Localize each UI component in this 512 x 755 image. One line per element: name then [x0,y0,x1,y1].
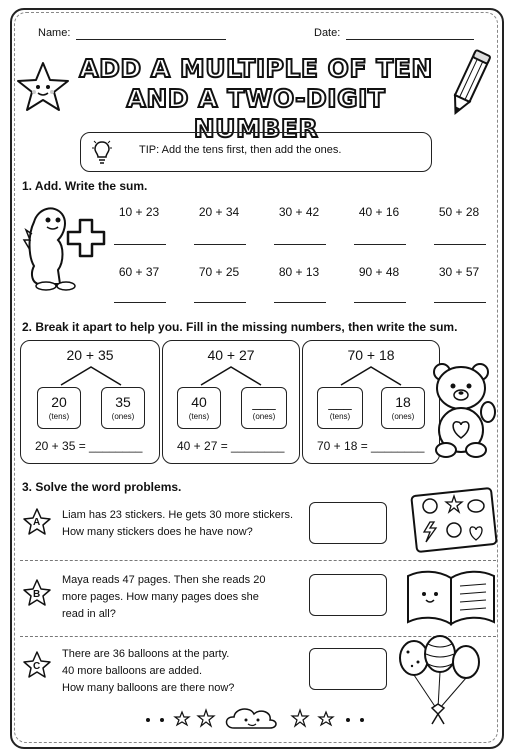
open-book-icon [402,566,500,632]
card-3-branches [331,365,411,387]
answer-box-a[interactable] [309,502,387,544]
pencil-icon [446,48,492,120]
lightbulb-icon [91,139,113,165]
date-label: Date: [314,27,341,39]
problem-7: 70 + 25 [198,265,240,279]
problem-c-letter: C [33,661,41,672]
section-3-heading: 3. Solve the word problems. [22,480,182,494]
word-problem-b: Maya reads 47 pages. Then she reads 20 more pages. How many pages does she read in all? [62,574,266,620]
title-line-2: AND A TWO-DIGIT NUMBER [126,84,386,143]
answer-line-5[interactable] [434,243,486,245]
divider-a-b [20,560,496,561]
problem-b-letter: B [33,589,41,600]
card-2-branches [191,365,271,387]
answer-box-c[interactable] [309,648,387,690]
card-3-ones-box[interactable]: 18 (ones) [381,387,425,429]
break-apart-card-3 [302,340,440,464]
section-2-heading: 2. Break it apart to help you. Fill in the missing numbers, then write the sum. [22,320,458,334]
card-2-equation[interactable]: 40 + 27 = ________ [177,439,285,453]
problem-4: 40 + 16 [358,205,400,219]
break-apart-card-2 [162,340,300,464]
problem-10: 30 + 57 [438,265,480,279]
word-problem-c: There are 36 balloons at the party. 40 more balloons are added. How many balloons are there now? [62,648,235,694]
answer-line-2[interactable] [194,243,246,245]
tip-text: TIP: Add the tens first, then add the ones. [139,144,342,156]
problem-1: 10 + 23 [118,205,160,219]
card-1-tens-box[interactable]: 20 (tens) [37,387,81,429]
section-1-heading: 1. Add. Write the sum. [22,179,148,193]
teddy-bear-icon [428,360,500,458]
answer-line-6[interactable] [114,301,166,303]
dinosaur-icon [18,194,108,294]
name-field[interactable] [76,27,226,40]
title-line-1: ADD A MULTIPLE OF TEN [79,54,433,83]
name-label: Name: [38,27,71,39]
card-2-tens-box[interactable]: 40 (tens) [177,387,221,429]
card-1-problem: 20 + 35 [66,347,114,363]
answer-line-10[interactable] [434,301,486,303]
answer-line-8[interactable] [274,301,326,303]
card-2-problem: 40 + 27 [207,347,255,363]
problem-6: 60 + 37 [118,265,160,279]
answer-box-b[interactable] [309,574,387,616]
break-apart-card-1 [20,340,160,464]
problem-9: 90 + 48 [358,265,400,279]
tip-box [80,132,432,172]
card-1-equation[interactable]: 20 + 35 = ________ [35,439,143,453]
answer-line-3[interactable] [274,243,326,245]
cloud-and-stars-icon [140,702,372,732]
problem-5: 50 + 28 [438,205,480,219]
card-1-ones-box[interactable]: 35 (ones) [101,387,145,429]
answer-line-9[interactable] [354,301,406,303]
worksheet-title [60,54,452,144]
problem-a-letter: A [33,517,41,528]
word-problem-a: Liam has 23 stickers. He gets 30 more stickers. How many stickers does he have now? [62,509,294,538]
answer-line-7[interactable] [194,301,246,303]
footer-decoration [140,702,372,732]
card-2-ones-box[interactable]: ___ (ones) [241,387,287,429]
date-field[interactable] [346,27,474,40]
sticker-sheet-icon [408,486,500,554]
answer-line-1[interactable] [114,243,166,245]
problem-8: 80 + 13 [278,265,320,279]
card-1-branches [51,365,131,387]
answer-line-4[interactable] [354,243,406,245]
problem-2: 20 + 34 [198,205,240,219]
card-3-tens-box[interactable]: ___ (tens) [317,387,363,429]
balloons-icon [392,634,492,726]
card-3-problem: 70 + 18 [347,347,395,363]
problem-3: 30 + 42 [278,205,320,219]
card-3-equation[interactable]: 70 + 18 = ________ [317,439,425,453]
